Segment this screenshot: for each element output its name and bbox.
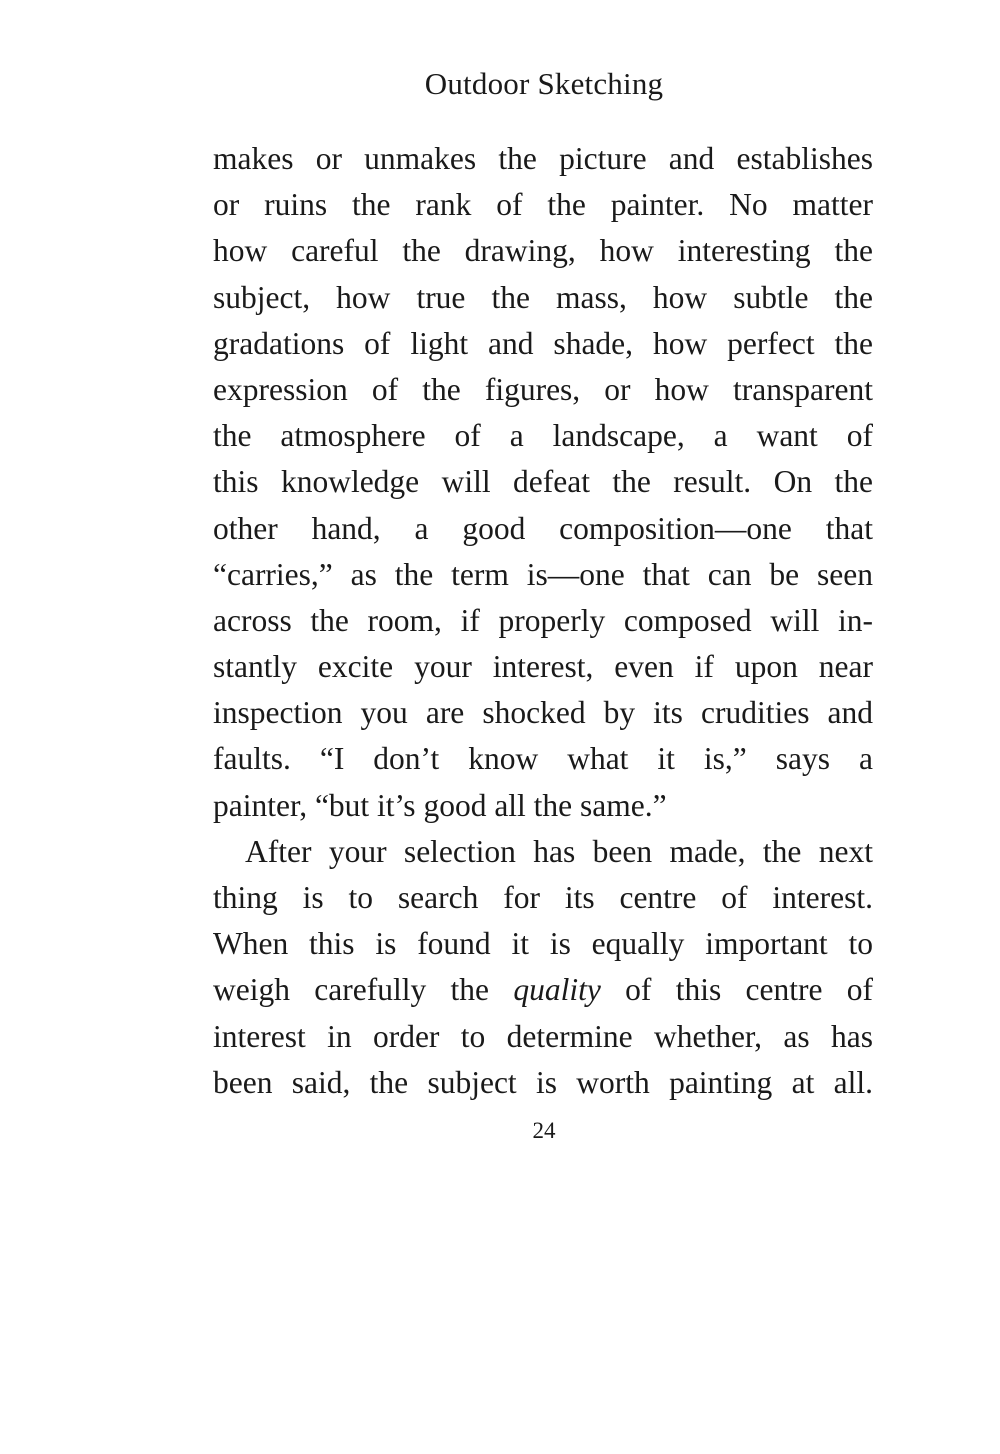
- text-line: interest in order to determine whether, as has: [213, 1018, 873, 1054]
- text-line: faults. “I don’t know what it is,” says a: [213, 741, 873, 777]
- text-line: subject, how true the mass, how subtle the: [213, 279, 873, 315]
- text-line: or ruins the rank of the painter. No matter: [213, 187, 873, 223]
- text-line: how careful the drawing, how interesting the: [213, 233, 873, 269]
- text-line: makes or unmakes the picture and establishes: [213, 141, 873, 176]
- text-line: “carries,” as the term is—one that can be seen: [213, 556, 873, 592]
- running-title: Outdoor Sketching: [424, 66, 664, 101]
- text-line-with-emphasis: [213, 967, 873, 1013]
- text-line: stantly excite your interest, even if upon near: [213, 649, 873, 685]
- text-line: thing is to search for its centre of interest.: [213, 880, 873, 915]
- text-line: the atmosphere of a landscape, a want of: [213, 418, 873, 454]
- page-number: 24: [532, 1118, 556, 1143]
- paragraph-2: [213, 829, 873, 1106]
- body-text: [213, 136, 873, 1106]
- text-line: inspection you are shocked by its crudities and: [213, 695, 873, 731]
- text-line: across the room, if properly composed will in-: [213, 602, 873, 638]
- text-line: After your selection has been made, the next: [245, 833, 873, 869]
- text-line: other hand, a good composition—one that: [213, 510, 873, 546]
- text-segment: of this centre of: [600, 972, 873, 1008]
- text-line: been said, the subject is worth painting at all.: [213, 1064, 873, 1100]
- text-line: gradations of light and shade, how perfect the: [213, 325, 873, 361]
- text-line: expression of the figures, or how transparent: [213, 371, 873, 407]
- text-line: this knowledge will defeat the result. On the: [213, 464, 873, 500]
- text-line: painter, “but it’s good all the same.”: [213, 787, 667, 823]
- text-segment: weigh carefully the: [213, 972, 514, 1008]
- emphasis-quality: quality: [513, 972, 601, 1008]
- paragraph-1: [213, 136, 873, 829]
- text-line: When this is found it is equally important to: [213, 926, 873, 962]
